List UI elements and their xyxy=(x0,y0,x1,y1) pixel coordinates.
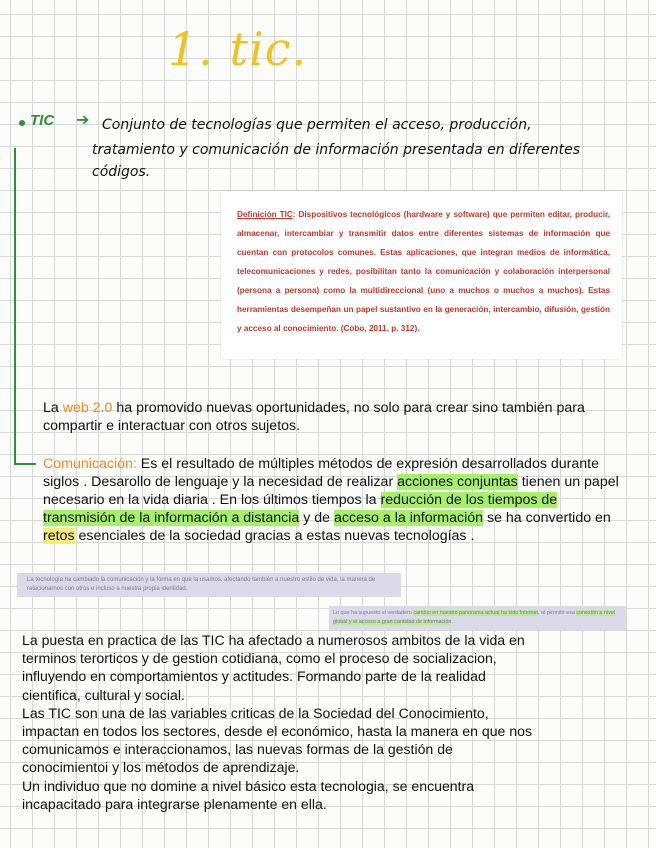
highlight-retos: retos xyxy=(43,528,75,544)
definition-text xyxy=(237,205,610,338)
web-text-post: ha promovido nuevas oportunidades, no solo para crear sino también para compartir e interactuar con otros sujetos. xyxy=(43,400,585,434)
page-title: 1. tic. xyxy=(168,22,308,76)
note-internet xyxy=(329,606,626,630)
definition-term: Definición TIC xyxy=(237,210,293,219)
tree-connector-vertical xyxy=(14,148,16,464)
highlight-acceso-informacion: acceso a la información xyxy=(334,510,484,526)
communication-text-5: esenciales de la sociedad gracias a estas nuevas tecnologías . xyxy=(74,528,475,544)
communication-label: Comunicación: xyxy=(43,456,137,472)
body-text xyxy=(22,631,632,813)
communication-text-2: tienen un papel necesario en la vida diaria . En los últimos tiempos la xyxy=(43,474,619,508)
note-internet-highlight-2: conexión a nivel global y el acceso a gran cantidad de información xyxy=(333,610,616,625)
tic-label: TIC xyxy=(30,112,55,129)
body-line: incapacitado para integrarse plenamente en ella. xyxy=(22,795,327,812)
body-line: comunicamos e interaccionamos, las nuevas formas de la gestión de xyxy=(22,741,453,758)
note-technology: La tecnología ha cambiado la comunicación y la forma en que la usamos, afectando también a nuestro estilo de vida, la manera de relacionarnos con otros e incluso a nuestra propia identidad. xyxy=(17,573,401,597)
communication-paragraph xyxy=(43,455,623,545)
body-line: conocimientoi y los métodos de aprendizaje. xyxy=(22,759,300,776)
body-line: impactan en todos los sectores, desde el económico, hasta la manera en que nos xyxy=(22,723,533,740)
note-internet-post: . xyxy=(451,619,453,625)
communication-text-1: Es el resultado de múltiples métodos de expresión desarrollados durante siglos . Desarollo de lenguaje y la necesidad de realizar xyxy=(43,456,599,490)
body-line: influyendo en comportamientos y actitudes. Formando parte de la realidad xyxy=(22,668,486,685)
handwritten-line-1: Conjunto de tecnologías que permiten el acceso, producción, xyxy=(102,117,532,133)
highlight-reduccion-tiempos: reducción de los tiempos de transmisión de la información a distancia xyxy=(43,492,558,526)
body-line: cientifica, cultural y social. xyxy=(22,686,185,703)
web-paragraph xyxy=(43,399,623,435)
arrow-right-icon: ➔ xyxy=(76,112,90,129)
web-highlight: web 2.0 xyxy=(62,400,113,416)
handwritten-line-3: códigos. xyxy=(92,164,151,180)
definition-body: : Dispositivos tecnológicos (hardware y software) que permiten editar, producir, almacenar, intercambiar y transmitir datos entre diferentes sistemas de información que cuentan con protocolos comunes. Estas aplicaciones, que integran medios de informática, telecomunicaciones y redes, posibilitan tanto la comunicación y colaboración interpersonal (persona a persona) como la multidireccional (uno a muchos o muchos a muchos). Estas herramientas desempeñan un papel sustantivo en la generación, intercambio, difusión, gestión y acceso al conocimiento. (Cobo, 2011, p. 312). xyxy=(237,210,610,333)
highlight-acciones-conjuntas: acciones conjuntas xyxy=(397,474,518,490)
communication-text-4: se ha convertido en xyxy=(483,510,611,526)
body-line: Las TIC son una de las variables criticas de la Sociedad del Conocimiento, xyxy=(22,704,489,721)
body-line: terminos terorticos y de gestion cotidiana, como el proceso de socializacion, xyxy=(22,650,497,667)
web-text-pre: La xyxy=(43,400,63,416)
communication-text-3: y de xyxy=(299,510,334,526)
note-internet-pre: Lo que ha supuesto el verdadero xyxy=(333,610,414,616)
handwritten-line-2: tratamiento y comunicación de información presentada en diferentes xyxy=(92,142,581,158)
bullet-dot xyxy=(19,120,25,126)
body-line: La puesta en practica de las TIC ha afectado a numerosos ambitos de la vida en xyxy=(22,632,525,648)
definition-card xyxy=(221,191,622,359)
tree-connector-horizontal xyxy=(14,463,36,465)
note-internet-highlight-1: cambio en nuestro panorama actual ha sido Internet xyxy=(413,610,538,616)
body-line: Un individuo que no domine a nivel básico esta tecnologia, se encuentra xyxy=(22,777,475,794)
note-internet-mid: , al permitir esa xyxy=(538,610,577,616)
